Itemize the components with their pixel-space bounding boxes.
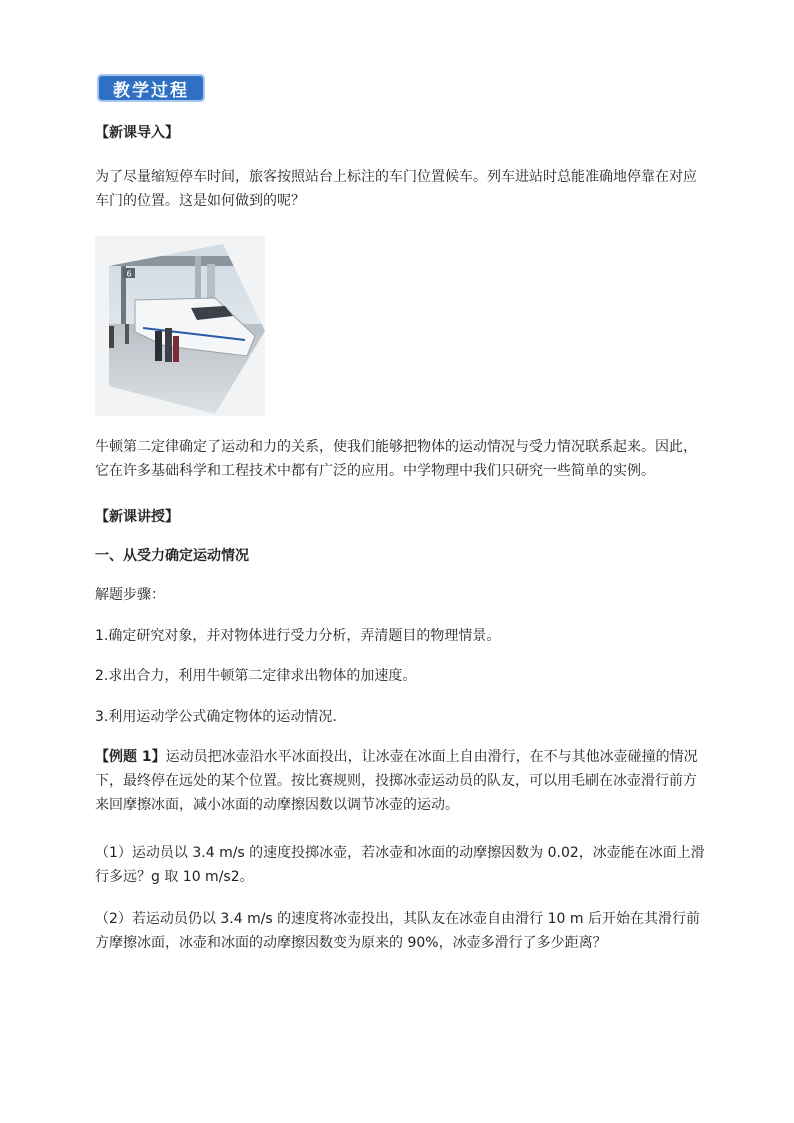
section-badge: 教学过程	[97, 74, 205, 102]
step-3: 3.利用运动学公式确定物体的运动情况.	[95, 709, 337, 725]
question-2: （2）若运动员仍以 3.4 m/s 的速度将冰壶投出，其队友在冰壶自由滑行 10 m 后开始在其滑行前方摩擦冰面，冰壶和冰面的动摩擦因数变为原来的 90%，冰壶多滑行了多少距离？	[95, 911, 700, 951]
platform-number: 6	[126, 269, 132, 279]
question-1: （1）运动员以 3.4 m/s 的速度投掷冰壶，若冰壶和冰面的动摩擦因数为 0.02，冰壶能在冰面上滑行多远？g 取 10 m/s2。	[95, 845, 705, 885]
intro-heading: 【新课导入】	[95, 125, 179, 141]
steps-title: 解题步骤：	[95, 587, 165, 603]
step-1: 1.确定研究对象，并对物体进行受力分析，弄清题目的物理情景。	[95, 628, 501, 644]
train-station-photo	[95, 236, 265, 416]
example-label: 【例题 1】	[95, 749, 166, 765]
lesson-subheading: 一、从受力确定运动情况	[95, 548, 249, 564]
intro-paragraph-2: 牛顿第二定律确定了运动和力的关系，使我们能够把物体的运动情况与受力情况联系起来。因此，它在许多基础科学和工程技术中都有广泛的应用。中学物理中我们只研究一些简单的实例。	[95, 439, 697, 479]
step-2: 2.求出合力，利用牛顿第二定律求出物体的加速度。	[95, 668, 417, 684]
example-text: 运动员把冰壶沿水平冰面投出，让冰壶在冰面上自由滑行，在不与其他冰壶碰撞的情况下，最终停在远处的某个位置。按比赛规则，投掷冰壶运动员的队友，可以用毛刷在冰壶滑行前方来回摩擦冰面，减小冰面的动摩擦因数以调节冰壶的运动。	[95, 749, 698, 813]
lesson-heading: 【新课讲授】	[95, 509, 179, 525]
example-1	[95, 745, 707, 817]
intro-paragraph-1: 为了尽量缩短停车时间，旅客按照站台上标注的车门位置候车。列车进站时总能准确地停靠在对应车门的位置。这是如何做到的呢？	[95, 169, 697, 209]
